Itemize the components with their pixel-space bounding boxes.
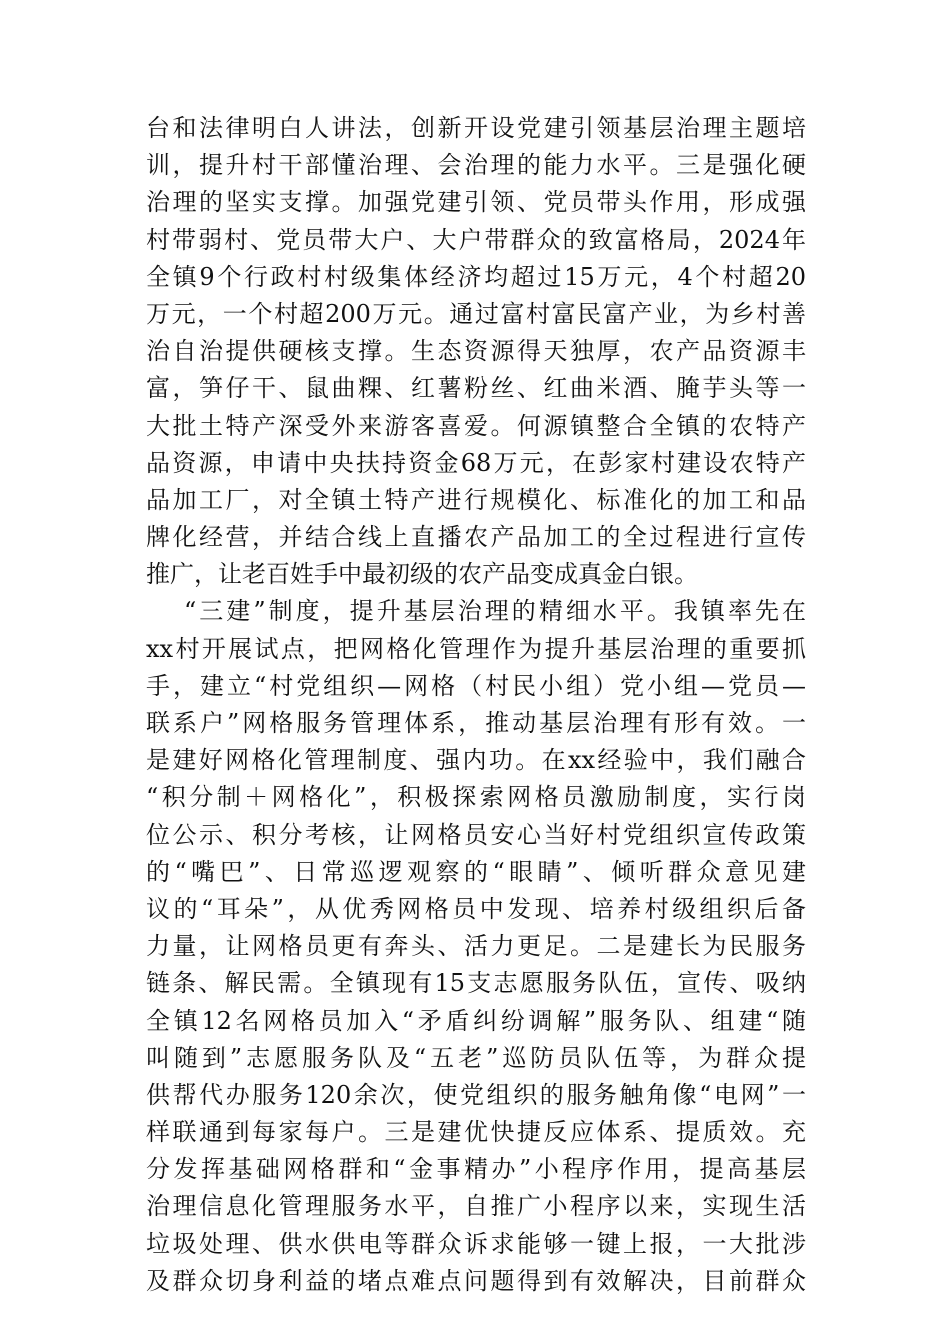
- text-line: 议的“耳朵”，从优秀网格员中发现、培养村级组织后备: [146, 894, 806, 923]
- text-line: 万元，一个村超200万元。通过富村富民富产业，为乡村善: [146, 299, 806, 328]
- text-line: 台和法律明白人讲法，创新开设党建引领基层治理主题培: [146, 114, 806, 142]
- text-line: 治理的坚实支撑。加强党建引领、党员带头作用，形成强: [146, 188, 806, 217]
- text-line: 村带弱村、党员带大户、大户带群众的致富格局，2024年: [146, 225, 806, 254]
- text-line: 全镇12名网格员加入“矛盾纠纷调解”服务队、组建“随: [146, 1006, 806, 1035]
- text-line: xx村开展试点，把网格化管理作为提升基层治理的重要抓: [146, 634, 806, 663]
- text-line: 及群众切身利益的堵点难点问题得到有效解决，目前群众: [146, 1266, 806, 1295]
- text-line: 的“嘴巴”、日常巡逻观察的“眼睛”、倾听群众意见建: [146, 857, 806, 886]
- text-line: 垃圾处理、供水供电等群众诉求能够一键上报，一大批涉: [146, 1229, 806, 1258]
- text-line: 治理信息化管理服务水平，自推广小程序以来，实现生活: [146, 1192, 806, 1221]
- paragraph-start-line: “三建”制度，提升基层治理的精细水平。我镇率先在: [184, 597, 806, 626]
- text-line: 大批土特产深受外来游客喜爱。何源镇整合全镇的农特产: [146, 411, 806, 440]
- text-line: 品资源，申请中央扶持资金68万元，在彭家村建设农特产: [146, 448, 806, 477]
- text-line: “积分制＋网格化”，积极探索网格员激励制度，实行岗: [146, 783, 806, 812]
- text-line: 样联通到每家每户。三是建优快捷反应体系、提质效。充: [146, 1118, 806, 1147]
- text-line: 联系户”网格服务管理体系，推动基层治理有形有效。一: [146, 709, 806, 737]
- text-line: 全镇9个行政村村级集体经济均超过15万元，4个村超20: [146, 262, 806, 291]
- text-line: 手，建立“村党组织—网格（村民小组）党小组—党员—: [146, 671, 806, 700]
- text-line: 力量，让网格员更有奔头、活力更足。二是建长为民服务: [146, 932, 806, 961]
- text-line: 链条、解民需。全镇现有15支志愿服务队伍，宣传、吸纳: [146, 969, 806, 998]
- text-line: 富，笋仔干、鼠曲粿、红薯粉丝、红曲米酒、腌芋头等一: [146, 374, 806, 403]
- text-line: 分发挥基础网格群和“金事精办”小程序作用，提高基层: [146, 1155, 806, 1184]
- text-line: 位公示、积分考核，让网格员安心当好村党组织宣传政策: [146, 820, 806, 849]
- text-line: 治自治提供硬核支撑。生态资源得天独厚，农产品资源丰: [146, 337, 806, 366]
- text-line: 牌化经营，并结合线上直播农产品加工的全过程进行宣传: [146, 523, 806, 552]
- paragraph-end-line: 推广，让老百姓手中最初级的农产品变成真金白银。: [146, 560, 698, 589]
- text-line: 品加工厂，对全镇土特产进行规模化、标准化的加工和品: [146, 485, 806, 514]
- text-line: 是建好网格化管理制度、强内功。在xx经验中，我们融合: [146, 746, 806, 775]
- text-line: 训，提升村干部懂治理、会治理的能力水平。三是强化硬: [146, 151, 806, 180]
- body-text: [146, 110, 806, 1300]
- text-line: 叫随到”志愿服务队及“五老”巡防员队伍等，为群众提: [146, 1043, 806, 1072]
- text-line: 供帮代办服务120余次，使党组织的服务触角像“电网”一: [146, 1080, 806, 1109]
